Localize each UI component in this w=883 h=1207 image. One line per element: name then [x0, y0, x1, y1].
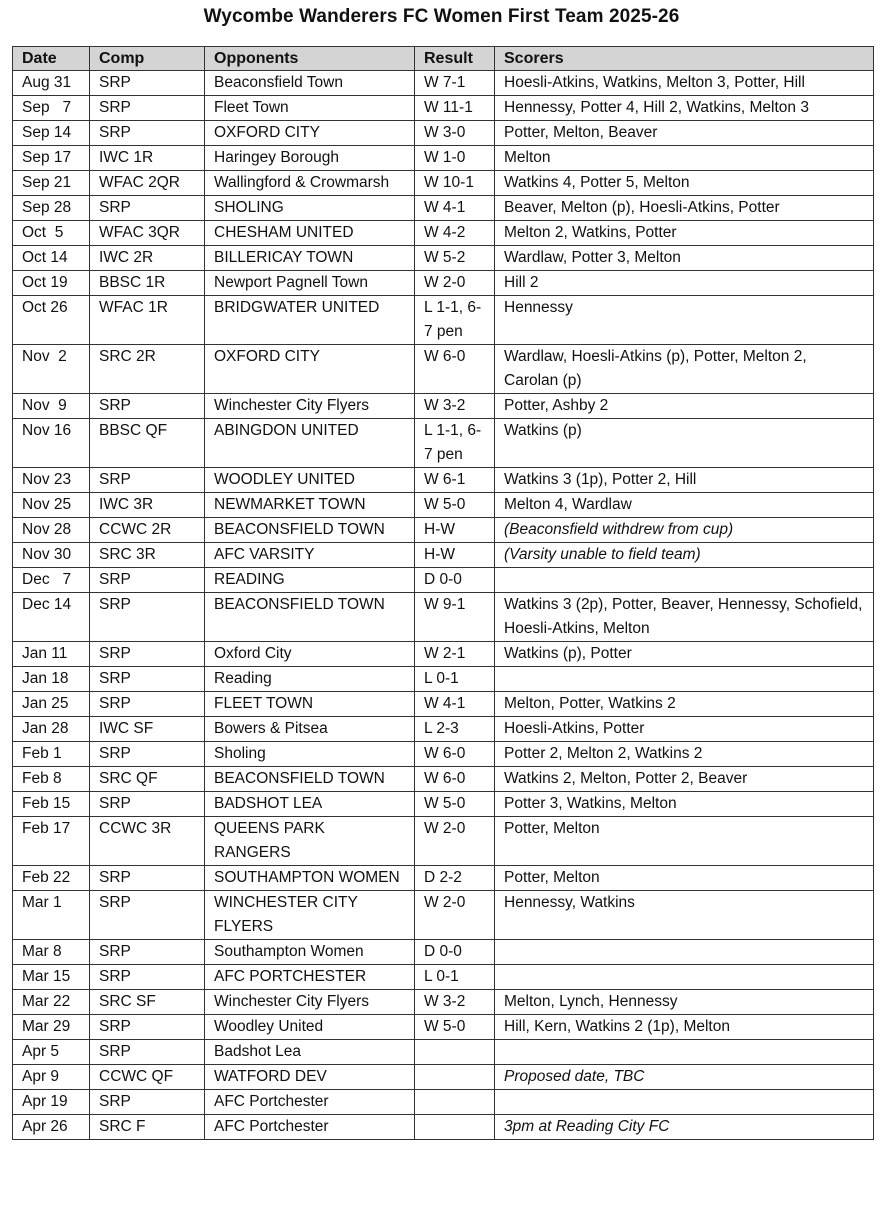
competition-cell: SRP [90, 394, 205, 419]
result-cell [415, 1040, 495, 1065]
competition-cell: SRP [90, 965, 205, 990]
scorers-cell: Potter, Ashby 2 [495, 394, 874, 419]
scorers-cell: Melton 4, Wardlaw [495, 493, 874, 518]
opponent-cell: OXFORD CITY [205, 121, 415, 146]
date-cell: Apr 9 [13, 1065, 90, 1090]
result-cell: W 2-1 [415, 642, 495, 667]
table-row [13, 171, 874, 196]
table-row [13, 965, 874, 990]
result-cell: W 10-1 [415, 171, 495, 196]
opponent-cell: SHOLING [205, 196, 415, 221]
competition-cell: WFAC 3QR [90, 221, 205, 246]
opponent-cell: BRIDGWATER UNITED [205, 296, 415, 345]
column-header-result: Result [415, 47, 495, 71]
scorers-cell: Hill, Kern, Watkins 2 (1p), Melton [495, 1015, 874, 1040]
competition-cell: SRP [90, 667, 205, 692]
date-cell: Sep 21 [13, 171, 90, 196]
scorers-cell: Hennessy, Watkins [495, 891, 874, 940]
result-cell: W 4-2 [415, 221, 495, 246]
scorers-cell: Melton, Potter, Watkins 2 [495, 692, 874, 717]
competition-cell: WFAC 1R [90, 296, 205, 345]
scorers-cell: Watkins 3 (1p), Potter 2, Hill [495, 468, 874, 493]
opponent-cell: OXFORD CITY [205, 345, 415, 394]
opponent-cell: Haringey Borough [205, 146, 415, 171]
opponent-cell: AFC Portchester [205, 1115, 415, 1140]
date-cell: Oct 14 [13, 246, 90, 271]
column-header-comp: Comp [90, 47, 205, 71]
table-row [13, 419, 874, 468]
opponent-cell: CHESHAM UNITED [205, 221, 415, 246]
scorers-cell: Watkins 3 (2p), Potter, Beaver, Hennessy, Schofield, Hoesli-Atkins, Melton [495, 593, 874, 642]
table-row [13, 71, 874, 96]
table-row [13, 543, 874, 568]
table-row [13, 866, 874, 891]
result-cell: L 0-1 [415, 667, 495, 692]
competition-cell: SRP [90, 96, 205, 121]
scorers-cell: Potter 3, Watkins, Melton [495, 792, 874, 817]
date-cell: Oct 5 [13, 221, 90, 246]
scorers-cell: Wardlaw, Potter 3, Melton [495, 246, 874, 271]
date-cell: Feb 22 [13, 866, 90, 891]
scorers-cell: Melton 2, Watkins, Potter [495, 221, 874, 246]
result-cell [415, 1115, 495, 1140]
date-cell: Mar 22 [13, 990, 90, 1015]
date-cell: Nov 16 [13, 419, 90, 468]
opponent-cell: AFC VARSITY [205, 543, 415, 568]
table-row [13, 667, 874, 692]
table-row [13, 767, 874, 792]
result-cell: W 11-1 [415, 96, 495, 121]
result-cell: W 2-0 [415, 891, 495, 940]
competition-cell: BBSC QF [90, 419, 205, 468]
scorers-cell: Wardlaw, Hoesli-Atkins (p), Potter, Melton 2, Carolan (p) [495, 345, 874, 394]
result-cell: W 3-2 [415, 990, 495, 1015]
date-cell: Sep 7 [13, 96, 90, 121]
table-body [13, 71, 874, 1140]
date-cell: Apr 19 [13, 1090, 90, 1115]
opponent-cell: BEACONSFIELD TOWN [205, 767, 415, 792]
competition-cell: SRP [90, 742, 205, 767]
scorers-cell: (Beaconsfield withdrew from cup) [495, 518, 874, 543]
scorers-cell: Potter 2, Melton 2, Watkins 2 [495, 742, 874, 767]
date-cell: Jan 28 [13, 717, 90, 742]
result-cell: W 5-2 [415, 246, 495, 271]
result-cell: D 0-0 [415, 568, 495, 593]
opponent-cell: Newport Pagnell Town [205, 271, 415, 296]
competition-cell: SRP [90, 940, 205, 965]
column-header-opponents: Opponents [205, 47, 415, 71]
date-cell: Jan 11 [13, 642, 90, 667]
result-cell: W 6-0 [415, 345, 495, 394]
date-cell: Mar 15 [13, 965, 90, 990]
result-cell: L 1-1, 6-7 pen [415, 419, 495, 468]
date-cell: Nov 30 [13, 543, 90, 568]
competition-cell: SRC F [90, 1115, 205, 1140]
result-cell: D 2-2 [415, 866, 495, 891]
scorers-cell: Hoesli-Atkins, Potter [495, 717, 874, 742]
scorers-cell: Potter, Melton [495, 817, 874, 866]
result-cell: W 3-2 [415, 394, 495, 419]
table-row [13, 196, 874, 221]
result-cell: W 4-1 [415, 196, 495, 221]
table-row [13, 1115, 874, 1140]
table-row [13, 518, 874, 543]
table-row [13, 493, 874, 518]
result-cell: H-W [415, 518, 495, 543]
scorers-cell: Watkins 4, Potter 5, Melton [495, 171, 874, 196]
scorers-cell: Hoesli-Atkins, Watkins, Melton 3, Potter, Hill [495, 71, 874, 96]
scorers-cell: Melton [495, 146, 874, 171]
table-row [13, 792, 874, 817]
date-cell: Dec 7 [13, 568, 90, 593]
date-cell: Oct 26 [13, 296, 90, 345]
scorers-cell: Melton, Lynch, Hennessy [495, 990, 874, 1015]
result-cell: W 6-0 [415, 767, 495, 792]
result-cell: W 6-1 [415, 468, 495, 493]
date-cell: Aug 31 [13, 71, 90, 96]
table-header [13, 47, 874, 71]
date-cell: Nov 23 [13, 468, 90, 493]
date-cell: Feb 17 [13, 817, 90, 866]
competition-cell: SRP [90, 642, 205, 667]
opponent-cell: Wallingford & Crowmarsh [205, 171, 415, 196]
opponent-cell: Fleet Town [205, 96, 415, 121]
competition-cell: SRC SF [90, 990, 205, 1015]
header-row [13, 47, 874, 71]
competition-cell: SRP [90, 121, 205, 146]
table-row [13, 1090, 874, 1115]
result-cell: L 1-1, 6-7 pen [415, 296, 495, 345]
date-cell: Nov 25 [13, 493, 90, 518]
table-row [13, 221, 874, 246]
table-row [13, 891, 874, 940]
table-row [13, 940, 874, 965]
opponent-cell: Sholing [205, 742, 415, 767]
opponent-cell: WATFORD DEV [205, 1065, 415, 1090]
scorers-cell: Hill 2 [495, 271, 874, 296]
result-cell: W 2-0 [415, 271, 495, 296]
opponent-cell: AFC PORTCHESTER [205, 965, 415, 990]
opponent-cell: READING [205, 568, 415, 593]
result-cell: L 0-1 [415, 965, 495, 990]
competition-cell: SRP [90, 71, 205, 96]
result-cell [415, 1090, 495, 1115]
scorers-cell: Proposed date, TBC [495, 1065, 874, 1090]
page-title: Wycombe Wanderers FC Women First Team 2025-26 [203, 6, 680, 27]
scorers-cell: Potter, Melton, Beaver [495, 121, 874, 146]
opponent-cell: Woodley United [205, 1015, 415, 1040]
opponent-cell: Reading [205, 667, 415, 692]
competition-cell: CCWC 2R [90, 518, 205, 543]
opponent-cell: QUEENS PARK RANGERS [205, 817, 415, 866]
date-cell: Feb 1 [13, 742, 90, 767]
opponent-cell: Winchester City Flyers [205, 990, 415, 1015]
table-row [13, 717, 874, 742]
competition-cell: SRP [90, 1090, 205, 1115]
competition-cell: SRP [90, 866, 205, 891]
opponent-cell: Oxford City [205, 642, 415, 667]
competition-cell: SRC 3R [90, 543, 205, 568]
competition-cell: SRC 2R [90, 345, 205, 394]
competition-cell: BBSC 1R [90, 271, 205, 296]
scorers-cell: Watkins (p) [495, 419, 874, 468]
table-row [13, 246, 874, 271]
competition-cell: IWC 2R [90, 246, 205, 271]
opponent-cell: Winchester City Flyers [205, 394, 415, 419]
date-cell: Feb 8 [13, 767, 90, 792]
date-cell: Sep 28 [13, 196, 90, 221]
scorers-cell: Watkins (p), Potter [495, 642, 874, 667]
competition-cell: IWC 3R [90, 493, 205, 518]
result-cell: W 3-0 [415, 121, 495, 146]
scorers-cell [495, 940, 874, 965]
result-cell [415, 1065, 495, 1090]
date-cell: Oct 19 [13, 271, 90, 296]
result-cell: W 2-0 [415, 817, 495, 866]
competition-cell: SRP [90, 891, 205, 940]
opponent-cell: BILLERICAY TOWN [205, 246, 415, 271]
competition-cell: CCWC QF [90, 1065, 205, 1090]
table-row [13, 1065, 874, 1090]
scorers-cell [495, 667, 874, 692]
opponent-cell: Badshot Lea [205, 1040, 415, 1065]
date-cell: Apr 26 [13, 1115, 90, 1140]
date-cell: Jan 18 [13, 667, 90, 692]
table-row [13, 468, 874, 493]
result-cell: W 5-0 [415, 792, 495, 817]
result-cell: W 4-1 [415, 692, 495, 717]
date-cell: Feb 15 [13, 792, 90, 817]
competition-cell: SRP [90, 196, 205, 221]
competition-cell: SRP [90, 692, 205, 717]
date-cell: Nov 28 [13, 518, 90, 543]
opponent-cell: FLEET TOWN [205, 692, 415, 717]
competition-cell: IWC 1R [90, 146, 205, 171]
date-cell: Mar 1 [13, 891, 90, 940]
scorers-cell: Potter, Melton [495, 866, 874, 891]
table-row [13, 692, 874, 717]
column-header-scorers: Scorers [495, 47, 874, 71]
opponent-cell: ABINGDON UNITED [205, 419, 415, 468]
table-row [13, 568, 874, 593]
table-row [13, 817, 874, 866]
competition-cell: WFAC 2QR [90, 171, 205, 196]
table-row [13, 345, 874, 394]
competition-cell: SRC QF [90, 767, 205, 792]
date-cell: Apr 5 [13, 1040, 90, 1065]
result-cell: H-W [415, 543, 495, 568]
result-cell: W 7-1 [415, 71, 495, 96]
scorers-cell [495, 965, 874, 990]
table-row [13, 593, 874, 642]
opponent-cell: Southampton Women [205, 940, 415, 965]
opponent-cell: SOUTHAMPTON WOMEN [205, 866, 415, 891]
result-cell: D 0-0 [415, 940, 495, 965]
scorers-cell: 3pm at Reading City FC [495, 1115, 874, 1140]
table-row [13, 742, 874, 767]
scorers-cell: Beaver, Melton (p), Hoesli-Atkins, Potter [495, 196, 874, 221]
table-row [13, 96, 874, 121]
competition-cell: SRP [90, 1015, 205, 1040]
date-cell: Mar 8 [13, 940, 90, 965]
table-row [13, 121, 874, 146]
scorers-cell [495, 568, 874, 593]
result-cell: W 5-0 [415, 493, 495, 518]
opponent-cell: Bowers & Pitsea [205, 717, 415, 742]
competition-cell: SRP [90, 568, 205, 593]
date-cell: Mar 29 [13, 1015, 90, 1040]
table-row [13, 296, 874, 345]
table-row [13, 394, 874, 419]
scorers-cell: Watkins 2, Melton, Potter 2, Beaver [495, 767, 874, 792]
result-cell: W 1-0 [415, 146, 495, 171]
result-cell: W 6-0 [415, 742, 495, 767]
opponent-cell: BEACONSFIELD TOWN [205, 518, 415, 543]
competition-cell: SRP [90, 792, 205, 817]
scorers-cell: Hennessy [495, 296, 874, 345]
scorers-cell: (Varsity unable to field team) [495, 543, 874, 568]
opponent-cell: Beaconsfield Town [205, 71, 415, 96]
table-row [13, 271, 874, 296]
table-row [13, 1040, 874, 1065]
fixtures-table [12, 46, 874, 1140]
result-cell: L 2-3 [415, 717, 495, 742]
competition-cell: SRP [90, 1040, 205, 1065]
date-cell: Dec 14 [13, 593, 90, 642]
competition-cell: CCWC 3R [90, 817, 205, 866]
date-cell: Nov 9 [13, 394, 90, 419]
table-row [13, 146, 874, 171]
scorers-cell [495, 1090, 874, 1115]
table-row [13, 1015, 874, 1040]
date-cell: Nov 2 [13, 345, 90, 394]
opponent-cell: AFC Portchester [205, 1090, 415, 1115]
competition-cell: SRP [90, 593, 205, 642]
opponent-cell: WINCHESTER CITY FLYERS [205, 891, 415, 940]
column-header-date: Date [13, 47, 90, 71]
competition-cell: IWC SF [90, 717, 205, 742]
date-cell: Sep 17 [13, 146, 90, 171]
result-cell: W 5-0 [415, 1015, 495, 1040]
date-cell: Jan 25 [13, 692, 90, 717]
table-row [13, 990, 874, 1015]
opponent-cell: NEWMARKET TOWN [205, 493, 415, 518]
competition-cell: SRP [90, 468, 205, 493]
date-cell: Sep 14 [13, 121, 90, 146]
scorers-cell [495, 1040, 874, 1065]
opponent-cell: BADSHOT LEA [205, 792, 415, 817]
scorers-cell: Hennessy, Potter 4, Hill 2, Watkins, Melton 3 [495, 96, 874, 121]
opponent-cell: WOODLEY UNITED [205, 468, 415, 493]
result-cell: W 9-1 [415, 593, 495, 642]
opponent-cell: BEACONSFIELD TOWN [205, 593, 415, 642]
table-row [13, 642, 874, 667]
